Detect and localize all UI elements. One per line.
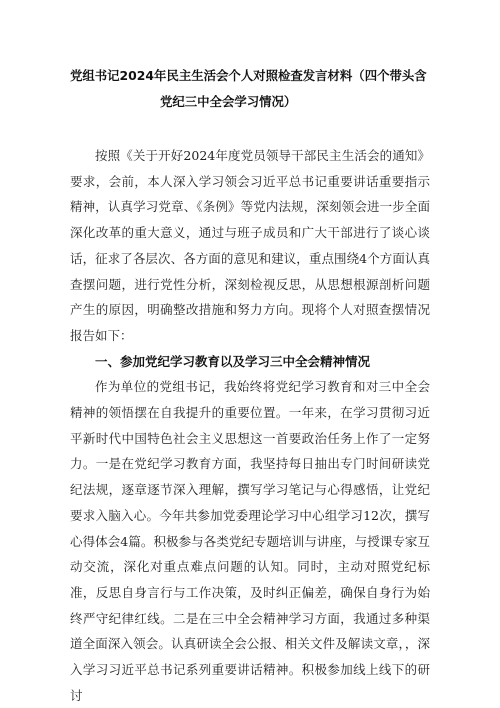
document-body <box>70 143 430 708</box>
section-1-paragraph: 作为单位的党组书记，我始终将党纪学习教育和对三中全会精神的领悟摆在自我提升的重要位置。一年来，在学习贯彻习近平新时代中国特色社会主义思想这一首要政治任务上作了一定努力。一是在党纪学习教育方面，我坚持每日抽出专门时间研读党纪法规，逐章逐节深入理解，撰写学习笔记与心得感悟，让党纪要求入脑入心。今年共参加党委理论学习中心组学习12次，撰写心得体会4篇。积极参与各类党纪专题培训与讲座，与授课专家互动交流，深化对重点难点问题的认知。同时，主动对照党纪标准，反思自身言行与工作决策，及时纠正偏差，确保自身行为始终严守纪律红线。二是在三中全会精神学习方面，我通过多种渠道全面深入领会。认真研读全会公报、相关文件及解读文章，，深入学习习近平总书记系列重要讲话精神。积极参加线上线下的研讨 <box>70 379 430 703</box>
intro-paragraph: 按照《关于开好2024年度党员领导干部民主生活会的通知》要求，会前，本人深入学习领会习近平总书记重要讲话重要指示精神，认真学习党章、《条例》等党内法规，深刻领会进一步全面深化改革的重大意义，通过与班子成员和广大干部进行了谈心谈话，征求了各层次、各方面的意见和建议，重点围绕4个方面认真查摆问题，进行党性分析，深刻检视反思，从思想根源剖析问题产生的原因，明确整改措施和努力方向。现将个人对照查摆情况报告如下： <box>70 148 430 343</box>
title-line-2: 党纪三中全会学习情况） <box>160 94 297 109</box>
title-line-1: 党组书记2024年民主生活会个人对照检查发言材料（四个带头含 <box>70 68 427 83</box>
section-1-heading: 一、参加党纪学习教育以及学习三中全会精神情况 <box>95 353 371 369</box>
